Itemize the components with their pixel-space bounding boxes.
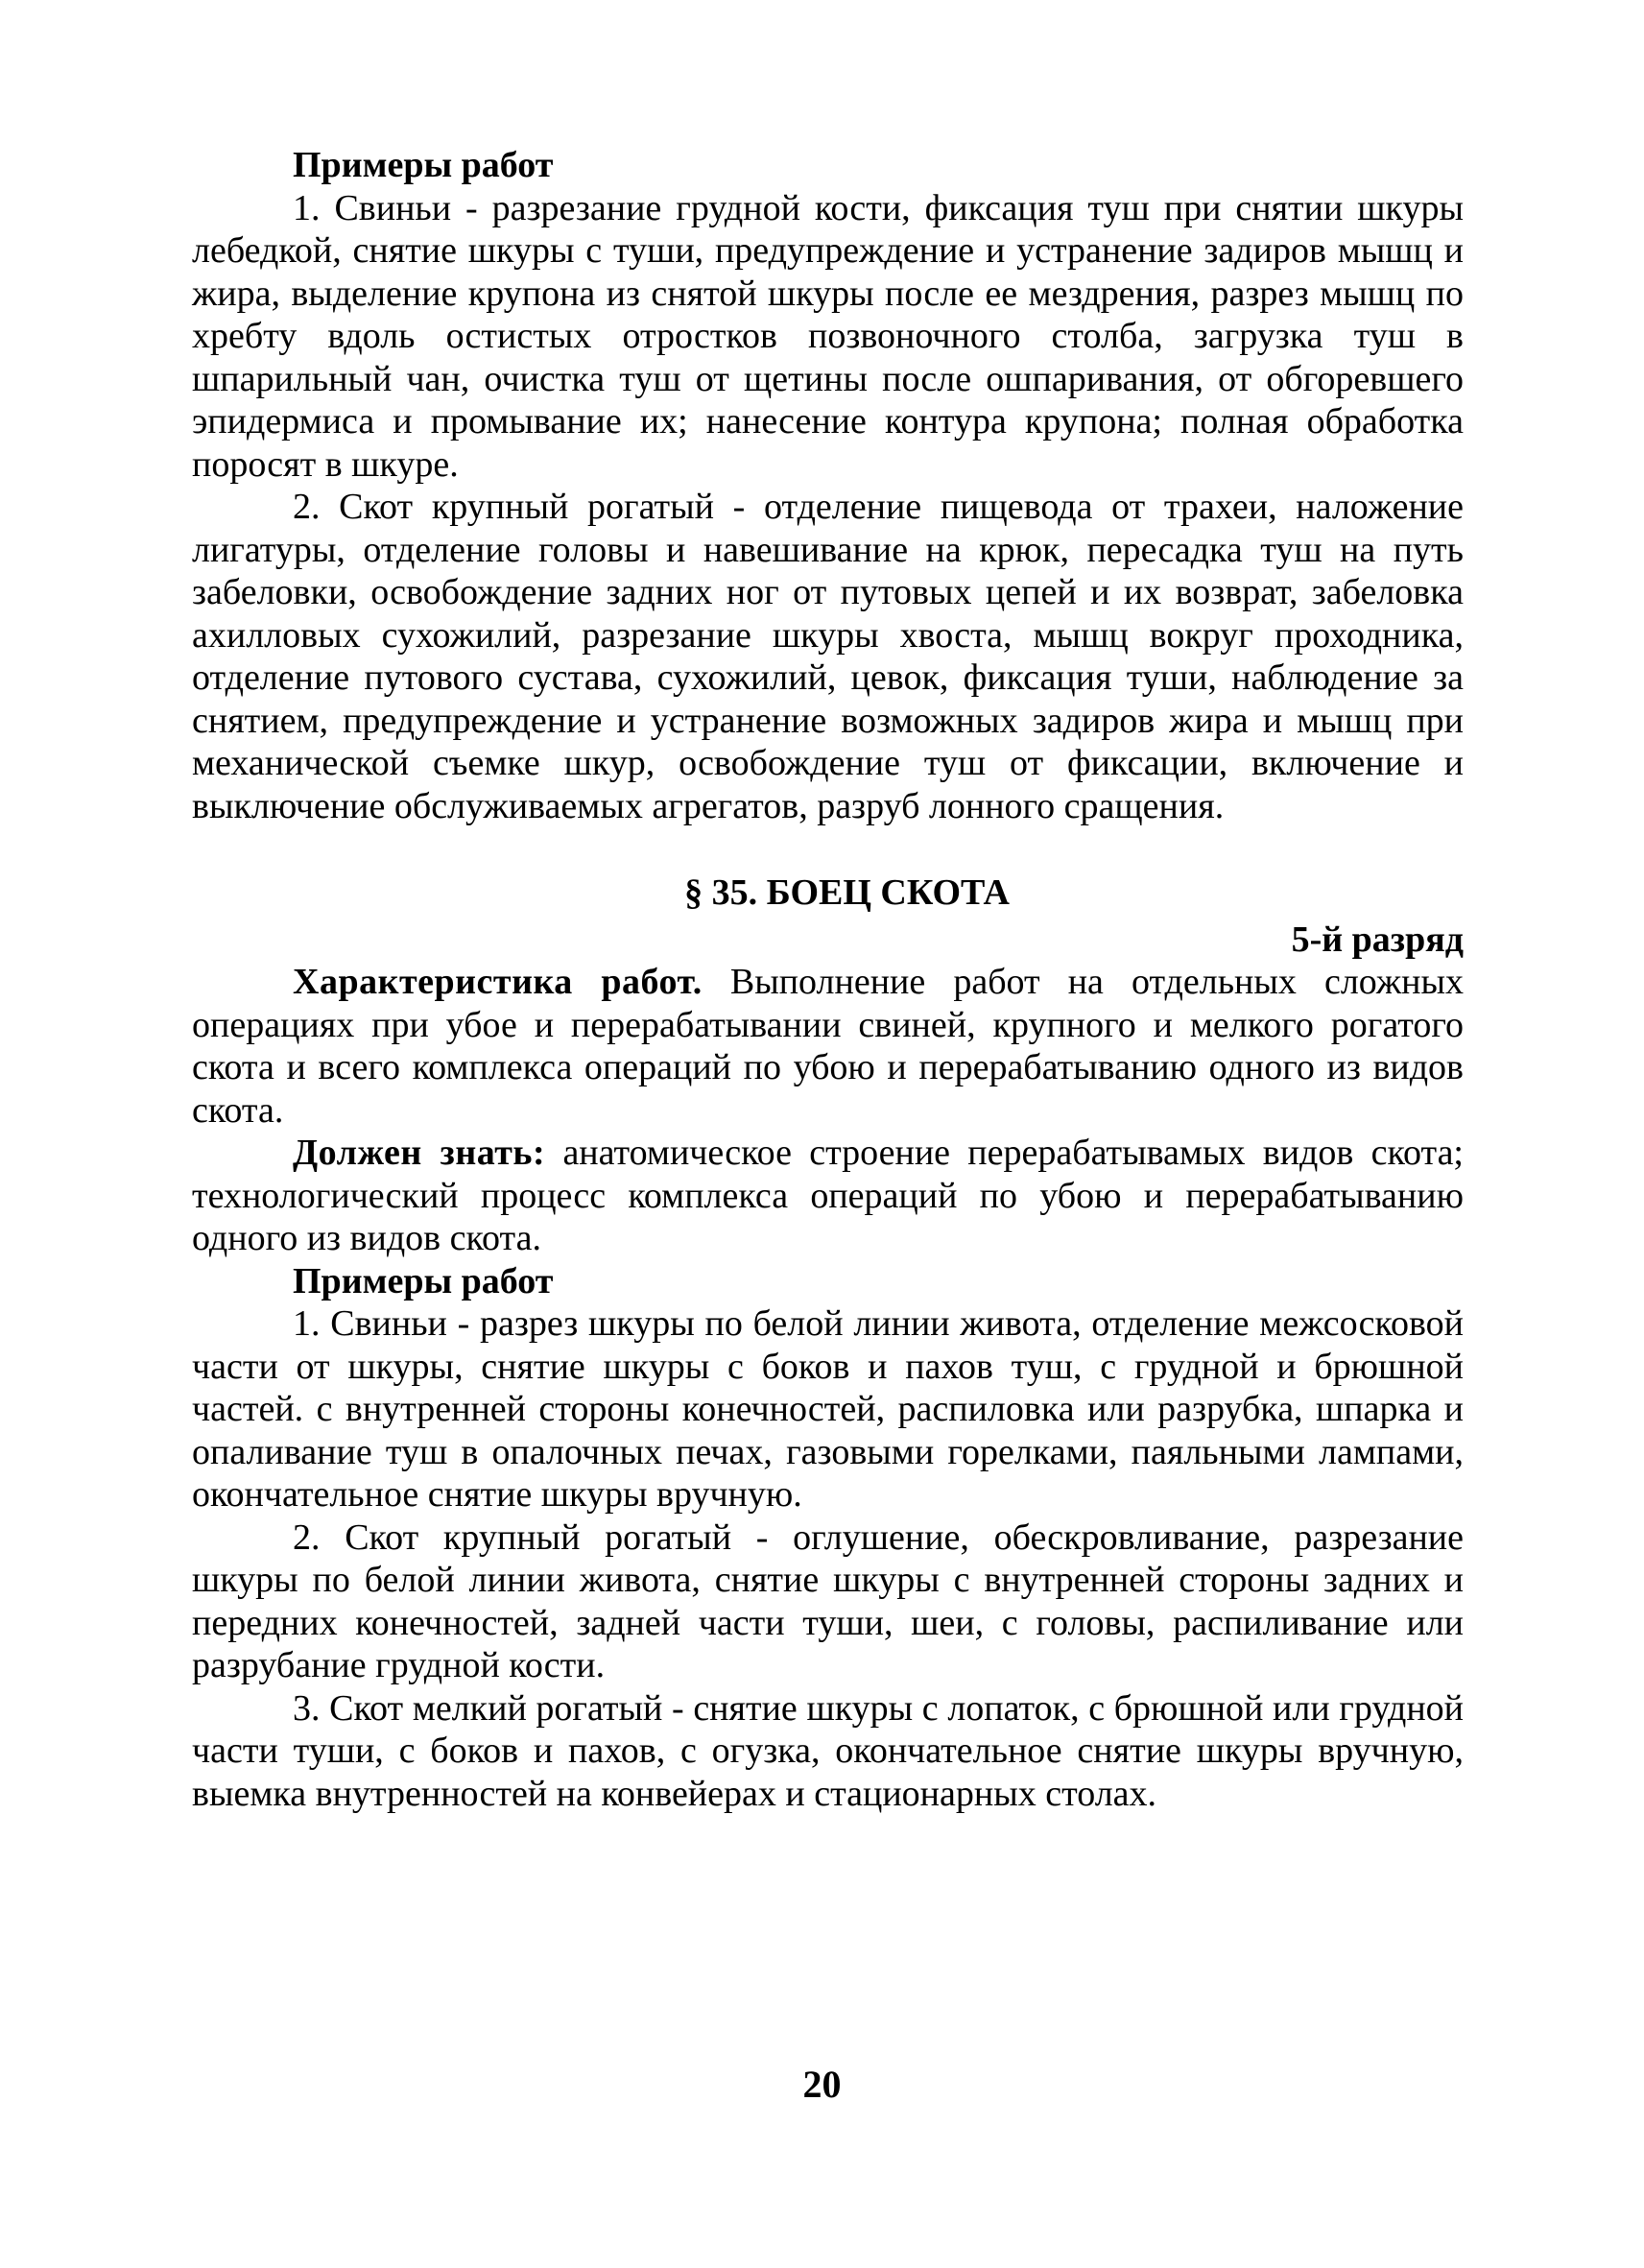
must-know-paragraph xyxy=(192,1132,1464,1260)
must-know-label: Должен знать: xyxy=(293,1133,546,1173)
section-title: § 35. БОЕЦ СКОТА xyxy=(684,872,1010,913)
must-know-text: анатомическое строение перерабатывамых видов скота; технологический процесс комплекса операций по убою и перерабатыванию одного из видов скота. xyxy=(192,1133,1464,1258)
examples-item-2: 2. Скот крупный рогатый - оглушение, обескровливание, разрезание шкуры по белой линии живота, снятие шкуры с внутренней стороны задних и передних конечностей, задней части туши, шеи, с головы, распиливание или разрубание грудной кости. xyxy=(192,1516,1464,1685)
grade-label: 5-й разряд xyxy=(1291,919,1464,960)
characteristics-text: Выполнение работ на отдельных сложных операциях при убое и перерабатывании свиней, крупного и мелкого рогатого скота и всего комплекса операций по убою и перерабатыванию одного из видов скота. xyxy=(192,962,1464,1131)
page-number: 20 xyxy=(802,2063,842,2106)
examples-heading-top: Примеры работ xyxy=(293,145,554,185)
document-page xyxy=(192,144,1464,1815)
examples-heading: Примеры работ xyxy=(293,1260,554,1301)
examples-item-2-top: 2. Скот крупный рогатый - отделение пищевода от трахеи, наложение лигатуры, отделение головы и навешивание на крюк, пересадка туш на путь забеловки, освобождение задних ног от путовых цепей и их возврат, забеловка ахилловых сухожилий, разрезание шкуры хвоста, мышц вокруг проходника, отделение путового сустава, сухожилий, цевок, фиксация туши, наблюдение за снятием, предупреждение и устранение возможных задиров жира и мышц при механической съемке шкур, освобождение туш от фиксации, включение и выключение обслуживаемых агрегатов, разруб лонного сращения. xyxy=(192,487,1464,826)
examples-item-3: 3. Скот мелкий рогатый - снятие шкуры с лопаток, с брюшной или грудной части туши, с боков и пахов, с огузка, окончательное снятие шкуры вручную, выемка внутренностей на конвейерах и стационарных столах. xyxy=(192,1687,1464,1814)
characteristics-label: Характеристика работ. xyxy=(293,962,703,1002)
examples-item-1: 1. Свиньи - разрез шкуры по белой линии живота, отделение межсосковой части от шкуры, снятие шкуры с боков и пахов туш, с грудной и брюшной частей. с внутренней стороны конечностей, распиловка или разрубка, шпарка и опаливание туш в опалочных печах, газовыми горелками, паяльными лампами, окончательное снятие шкуры вручную. xyxy=(192,1303,1464,1515)
characteristics-paragraph xyxy=(192,961,1464,1132)
examples-item-1-top: 1. Свиньи - разрезание грудной кости, фиксация туш при снятии шкуры лебедкой, снятие шкуры с туши, предупреждение и устранение задиров мышц и жира, выделение крупона из снятой шкуры после ее мездрения, разрез мышц по хребту вдоль остистых отростков позвоночного столба, загрузка туш в шпарильный чан, очистка туш от щетины после ошпаривания, от обгоревшего эпидермиса и промывание их; нанесение контура крупона; полная обработка поросят в шкуре. xyxy=(192,187,1464,485)
